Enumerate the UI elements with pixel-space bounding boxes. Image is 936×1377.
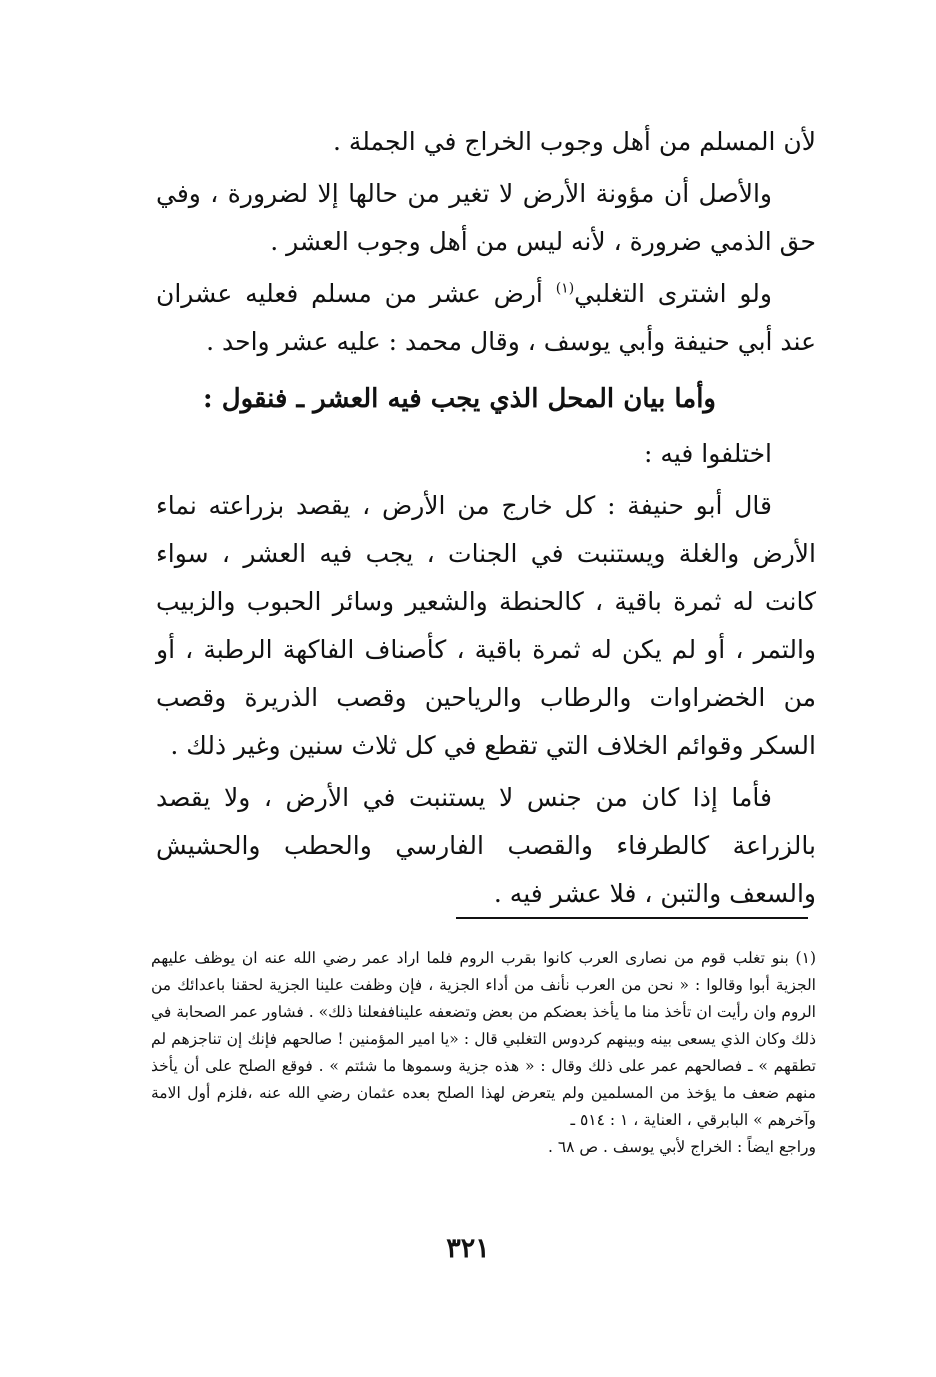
page-number: ٣٢١ [446, 1233, 490, 1264]
footnote-marker: (١) [555, 280, 575, 297]
paragraph-1: لأن المسلم من أهل وجوب الخراج في الجملة . [332, 127, 816, 156]
footnote-divider [456, 917, 808, 919]
section-heading: وأما بيان المحل الذي يجب فيه العشر ـ فنقول : [203, 384, 716, 414]
paragraph-5: قال أبو حنيفة : كل خارج من الأرض ، يقصد بزراعته نماء الأرض والغلة ويستنبت في الجنات ، يجب فيه العشر ، سواء كانت له ثمرة باقية ، كالحنطة والشعير وسائر الحبوب والزبيب والتمر ، أو لم يكن له ثمرة باقية ، كأصناف الفاكهة الرطبة ، أو من الخضراوات والرطاب والرياحين وقصب الذريرة وقصب السكر وقوائم الخلاف التي تقطع في كل ثلاث سنين وغير ذلك . [156, 491, 816, 760]
paragraph-3 [156, 270, 816, 366]
footnotes [151, 945, 816, 1161]
footnote-reference: وراجع ايضاً : الخراج لأبي يوسف . ص ٦٨ . [547, 1138, 816, 1156]
paragraph-6: فأما إذا كان من جنس لا يستنبت في الأرض ، ولا يقصد بالزراعة كالطرفاء والقصب الفارسي والحطب والحشيش والسعف والتبن ، فلا عشر فيه . [156, 783, 816, 908]
paragraph-4: اختلفوا فيه : [644, 439, 772, 468]
paragraph-3-start: ولو اشترى التغلبي [574, 279, 772, 308]
paragraph-3-end: أرض عشر من مسلم فعليه عشران عند أبي حنيفة وأبي يوسف ، وقال محمد : عليه عشر واحد . [156, 279, 816, 356]
footnote-1: (١) بنو تغلب قوم من نصارى العرب كانوا بقرب الروم فلما اراد عمر رضي الله عنه ان يوظف عليهم الجزية أبوا وقالوا : « نحن من العرب نأنف من أداء الجزية ، فإن وظفت علينا الجزية لحقنا باعدائك من الروم وان رأيت ان تأخذ منا ما يأخذ بعضكم من بعض وتضعفه عليناففعلنا ذلك» . فشاور عمر الصحابة في ذلك وكان الذي يسعى بينه وبينهم كردوس التغلبي قال : «يا امير المؤمنين ! صالحهم فإنك إن تناجزهم لم تطقهم » ـ فصالحهم عمر على ذلك وقال : « هذه جزية وسموها ما شئتم » . فوقع الصلح على أن يأخذ منهم ضعف ما يؤخذ من المسلمين ولم يتعرض لهذا الصلح بعده عثمان رضي الله عنه ،فلزم أول الامة وآخرهم » البابرقي ، العناية ، ١ : ٥١٤ ـ [151, 949, 816, 1129]
paragraph-2: والأصل أن مؤونة الأرض لا تغير من حالها إلا لضرورة ، وفي حق الذمي ضرورة ، لأنه ليس من أهل وجوب العشر . [156, 179, 816, 256]
main-text [156, 118, 816, 918]
